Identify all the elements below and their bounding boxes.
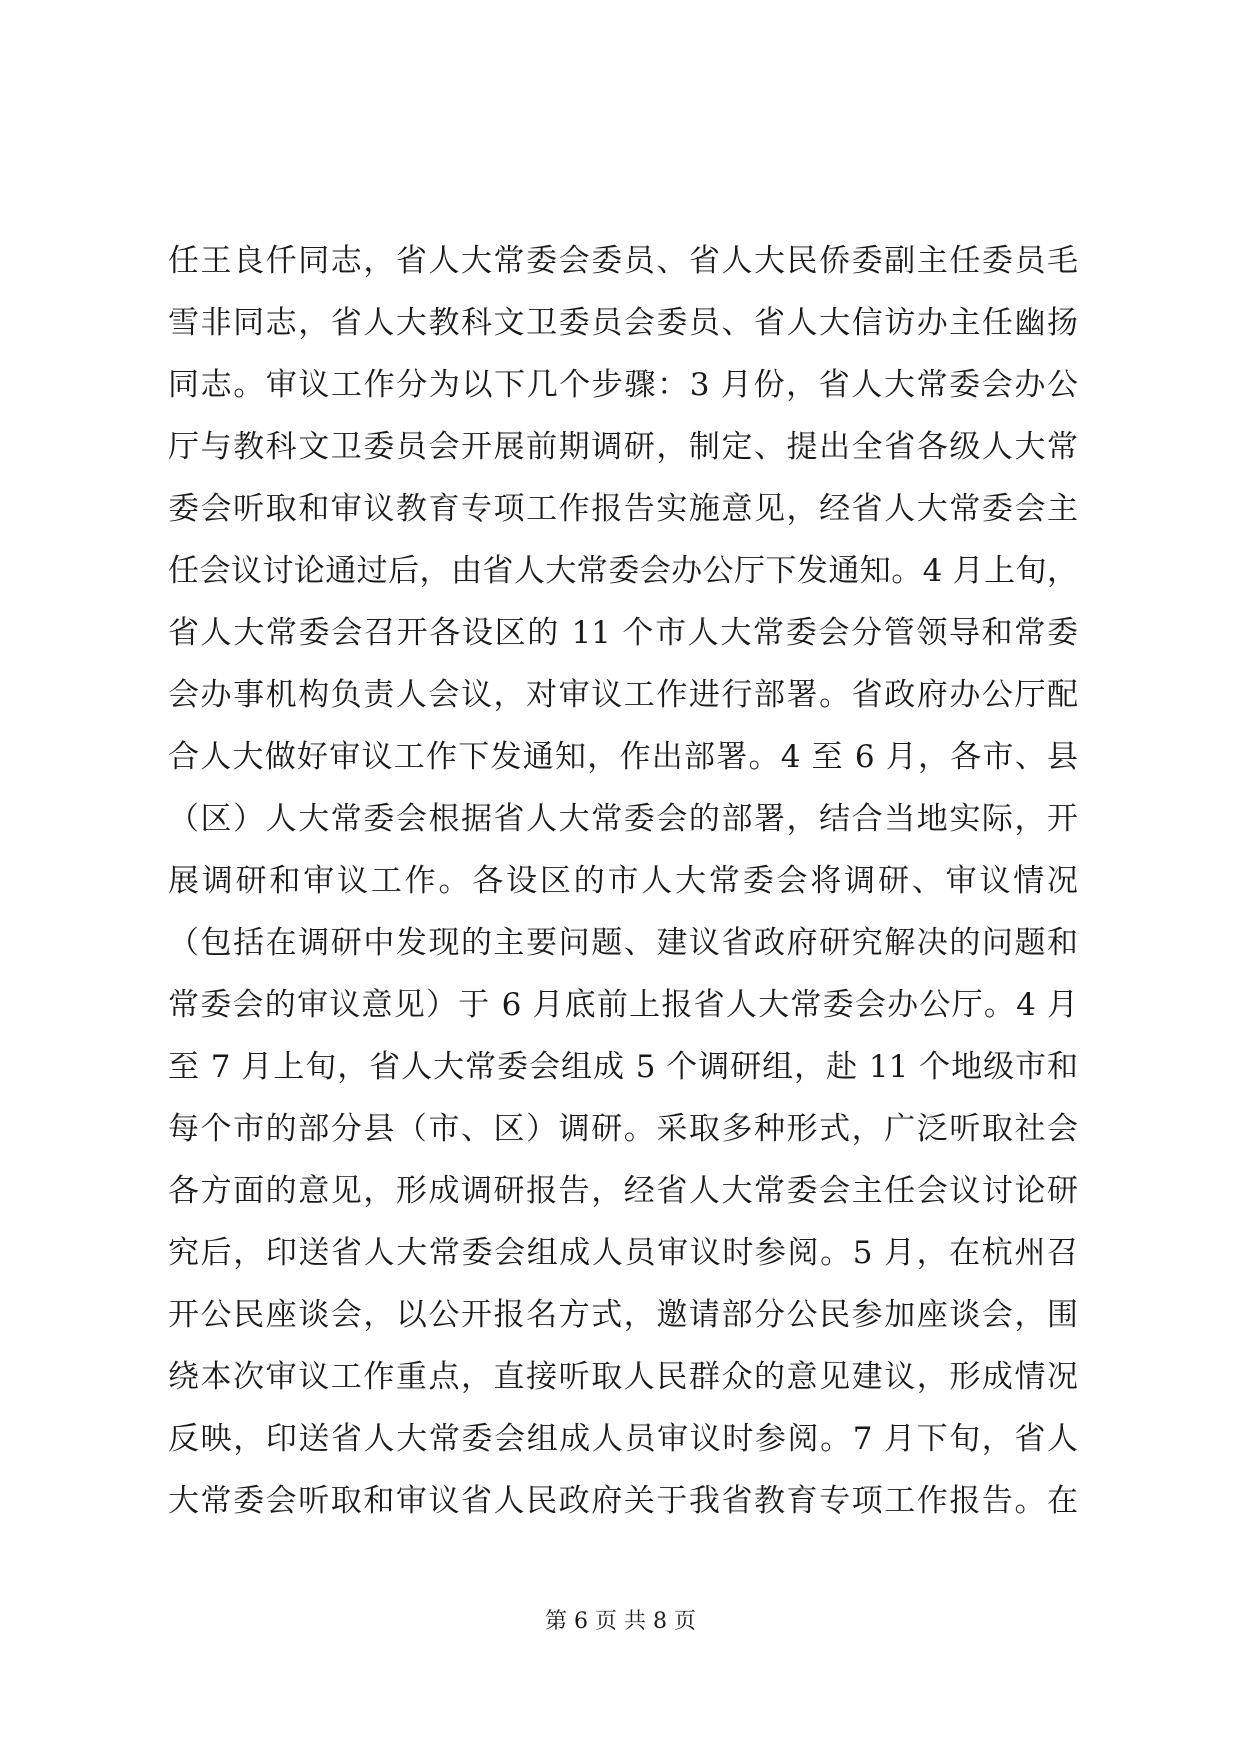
text-line: 各方面的意见，形成调研报告，经省人大常委会主任会议讨论研 [168, 1173, 1078, 1209]
text-line: 至 7 月上旬，省人大常委会组成 5 个调研组，赴 11 个地级市和 [168, 1049, 1078, 1085]
text-line: 每个市的部分县（市、区）调研。采取多种形式，广泛听取社会 [168, 1111, 1078, 1147]
text-line: 雪非同志，省人大教科文卫委员会委员、省人大信访办主任幽扬 [168, 305, 1078, 341]
text-line: 省人大常委会召开各设区的 11 个市人大常委会分管领导和常委 [168, 615, 1078, 651]
text-line: 常委会的审议意见）于 6 月底前上报省人大常委会办公厅。4 月 [168, 987, 1078, 1023]
text-line: （包括在调研中发现的主要问题、建议省政府研究解决的问题和 [168, 925, 1078, 961]
text-line: 绕本次审议工作重点，直接听取人民群众的意见建议，形成情况 [168, 1359, 1078, 1395]
text-line: 委会听取和审议教育专项工作报告实施意见，经省人大常委会主 [168, 491, 1078, 527]
text-line: 究后，印送省人大常委会组成人员审议时参阅。5 月，在杭州召 [168, 1235, 1078, 1271]
text-line: 厅与教科文卫委员会开展前期调研，制定、提出全省各级人大常 [168, 429, 1078, 465]
text-line: 大常委会听取和审议省人民政府关于我省教育专项工作报告。在 [168, 1483, 1078, 1519]
text-line: 合人大做好审议工作下发通知，作出部署。4 至 6 月，各市、县 [168, 739, 1078, 775]
text-line: 开公民座谈会，以公开报名方式，邀请部分公民参加座谈会，围 [168, 1297, 1078, 1333]
text-line: 任会议讨论通过后，由省人大常委会办公厅下发通知。4 月上旬， [168, 553, 1078, 589]
text-line: 展调研和审议工作。各设区的市人大常委会将调研、审议情况 [168, 863, 1078, 899]
page-number-label: 第 6 页 共 8 页 [545, 1609, 696, 1634]
body-text [168, 230, 1078, 1532]
text-line: 任王良仟同志，省人大常委会委员、省人大民侨委副主任委员毛 [168, 243, 1078, 279]
text-line: 同志。审议工作分为以下几个步骤：3 月份，省人大常委会办公 [168, 367, 1078, 403]
text-line: 会办事机构负责人会议，对审议工作进行部署。省政府办公厅配 [168, 677, 1078, 713]
text-line: （区）人大常委会根据省人大常委会的部署，结合当地实际，开 [168, 801, 1078, 837]
text-line: 反映，印送省人大常委会组成人员审议时参阅。7 月下旬，省人 [168, 1421, 1078, 1457]
page-footer [0, 1607, 1241, 1637]
